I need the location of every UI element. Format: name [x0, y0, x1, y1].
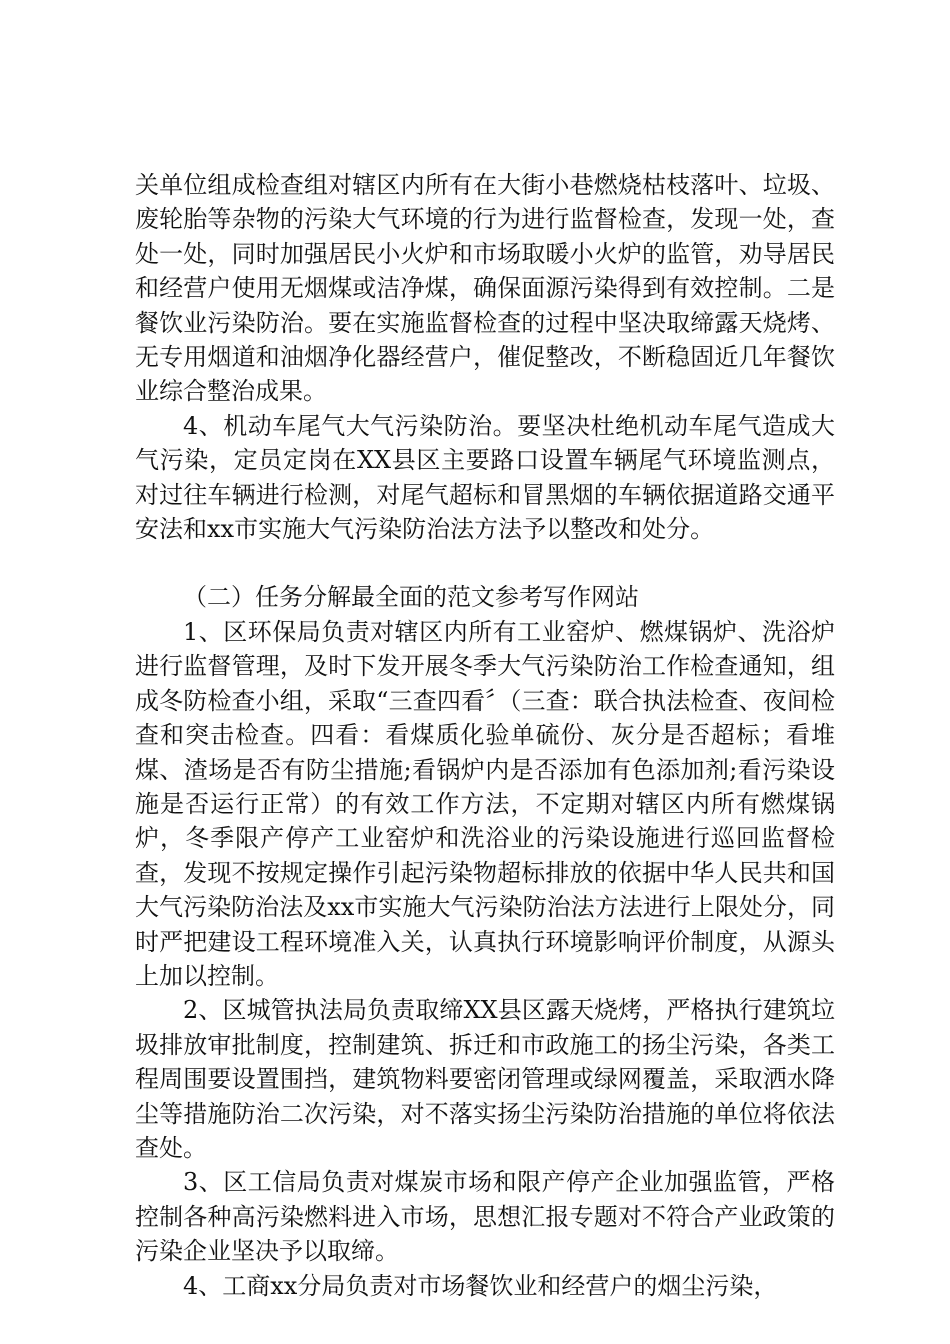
paragraph-environment-bureau: 1、区环保局负责对辖区内所有工业窑炉、燃煤锅炉、洗浴炉进行监督管理，及时下发开展冬季大气污染防治工作检查通知，组成冬防检查小组，采取“三查四看〞（三查：联合执法检查、夜间检查和突击检查。四看：看煤质化验单硫份、灰分是否超标；看堆煤、渣场是否有防尘措施;看锅炉内是否添加有色添加剂;看污染设施是否运行正常）的有效工作方法，不定期对辖区内所有燃煤锅炉，冬季限产停产工业窑炉和洗浴业的污染设施进行巡回监督检查，发现不按规定操作引起污染物超标排放的依据中华人民共和国大气污染防治法及xx市实施大气污染防治法方法进行上限处分，同时严把建设工程环境准入关，认真执行环境影响评价制度，从源头上加以控制。 — [135, 617, 835, 990]
paragraph-industry-bureau: 3、区工信局负责对煤炭市场和限产停产企业加强监管，严格控制各种高污染燃料进入市场，思想汇报专题对不符合产业政策的污染企业坚决予以取缔。 — [135, 1168, 835, 1266]
paragraph-commerce-bureau: 4、工商xx分局负责对市场餐饮业和经营户的烟尘污染， — [183, 1271, 778, 1300]
document-body — [135, 168, 835, 1303]
paragraph-vehicle-exhaust: 4、机动车尾气大气污染防治。要坚决杜绝机动车尾气造成大气污染，定员定岗在XX县区主要路口设置车辆尾气环境监测点，对过往车辆进行检测，对尾气超标和冒黑烟的车辆依据道路交通平安法和xx市实施大气污染防治法方法予以整改和处分。 — [135, 411, 835, 544]
paragraph-urban-management: 2、区城管执法局负责取缔XX县区露天烧烤，严格执行建筑垃圾排放审批制度，控制建筑、拆迁和市政施工的扬尘污染，各类工程周围要设置围挡，建筑物料要密闭管理或绿网覆盖，采取洒水降尘等措施防治二次污染，对不落实扬尘污染防治措施的单位将依法查处。 — [135, 996, 835, 1162]
paragraph-continuation: 关单位组成检查组对辖区内所有在大街小巷燃烧枯枝落叶、垃圾、废轮胎等杂物的污染大气环境的行为进行监督检查，发现一处，查处一处，同时加强居民小火炉和市场取暖小火炉的监管，劝导居民和经营户使用无烟煤或洁净煤，确保面源污染得到有效控制。二是餐饮业污染防治。要在实施监督检查的过程中坚决取缔露天烧烤、无专用烟道和油烟净化器经营户，催促整改，不断稳固近几年餐饮业综合整治成果。 — [135, 171, 835, 406]
section-heading-task-breakdown: （二）任务分解最全面的范文参考写作网站 — [183, 583, 639, 612]
